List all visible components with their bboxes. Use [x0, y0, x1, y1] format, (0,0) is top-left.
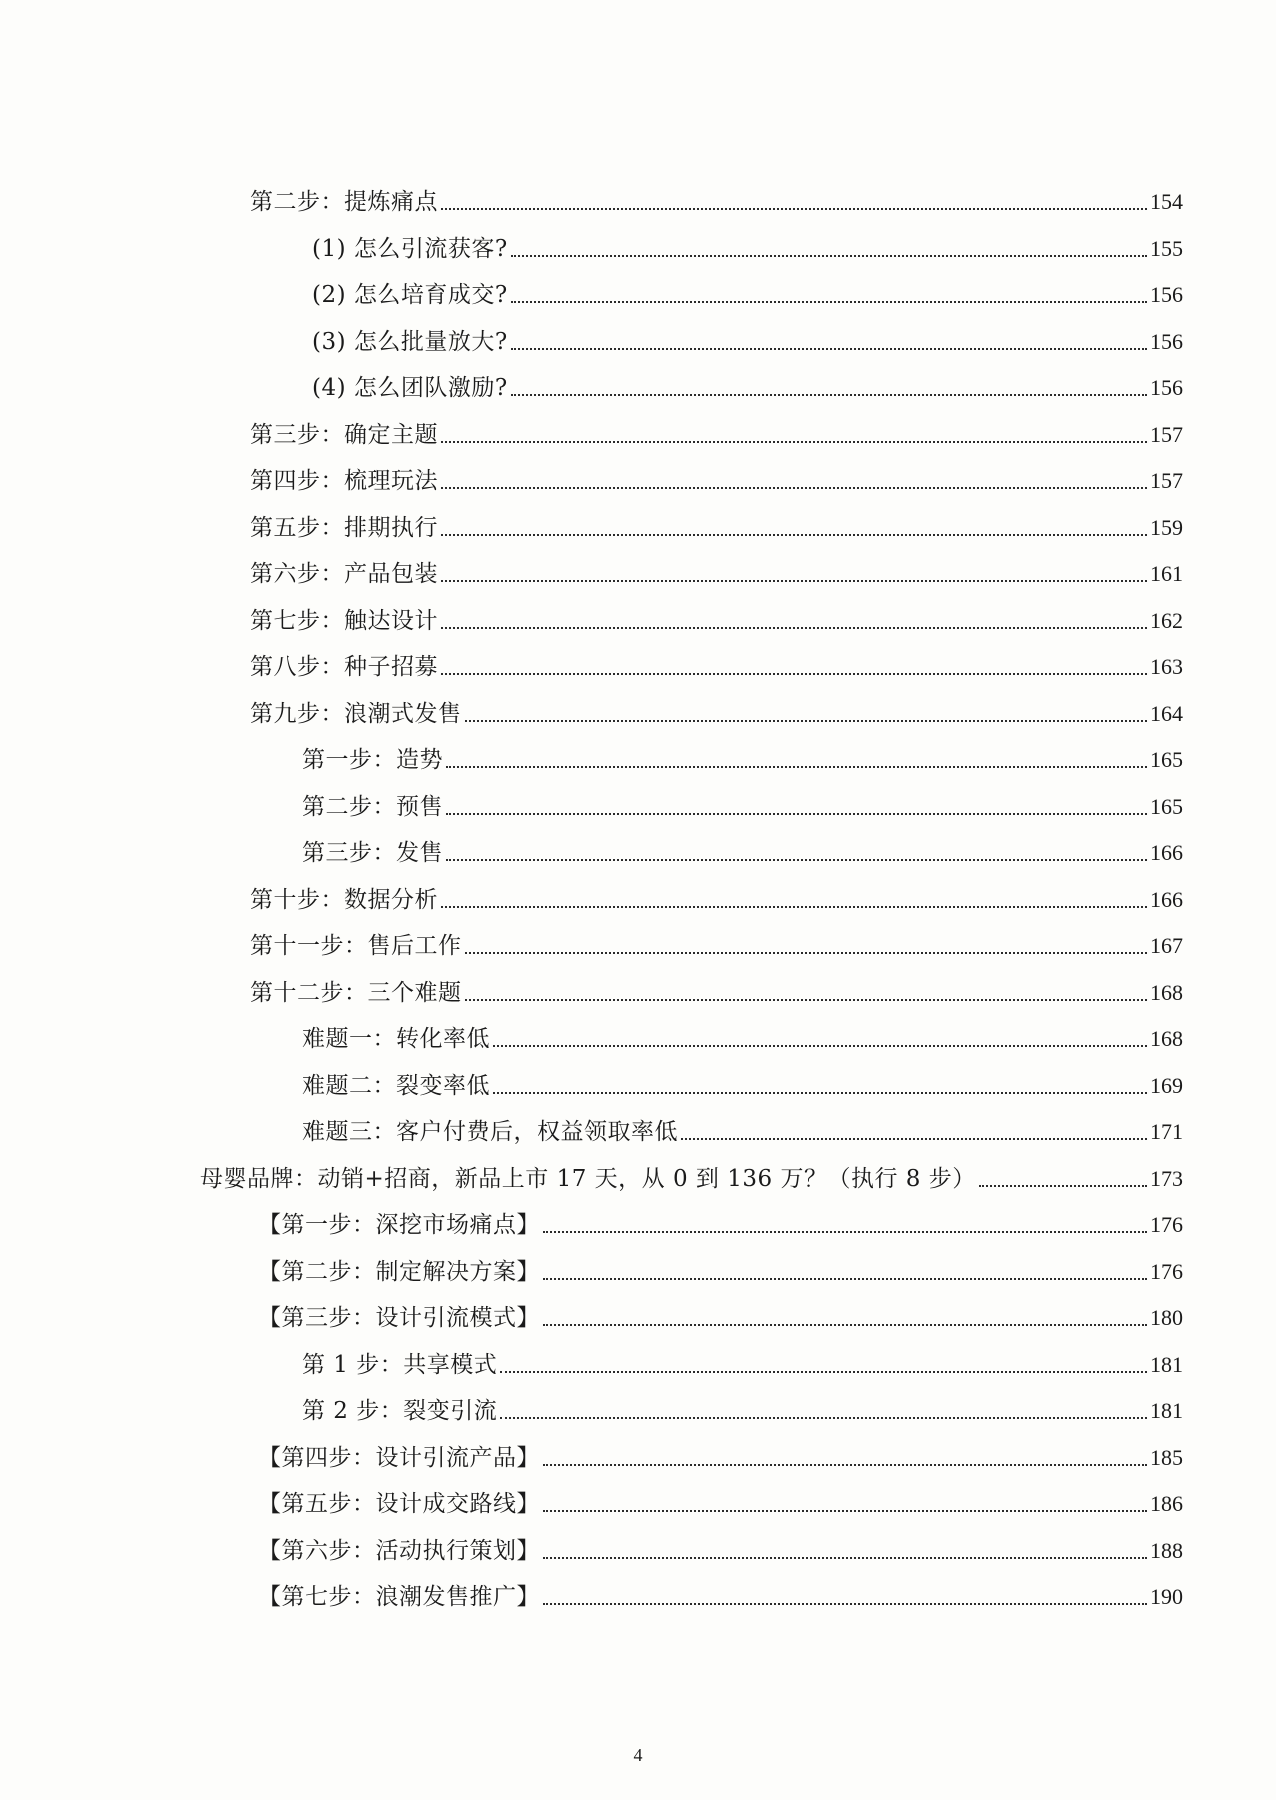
toc-entry [250, 178, 1183, 218]
toc-entry-title: 难题一：转化率低 [302, 1026, 490, 1052]
toc-entry-page: 157 [1150, 468, 1183, 493]
toc-leader-dots [681, 1137, 1147, 1140]
toc-entry-page: 156 [1150, 328, 1183, 354]
toc-entry [250, 922, 1183, 962]
toc-entry-title: 第八步：种子招募 [250, 654, 438, 680]
toc-entry-title: 【第二步：制定解决方案】 [258, 1258, 540, 1285]
toc-entry [302, 783, 1183, 823]
toc-entry-title: 第三步：确定主题 [250, 421, 438, 448]
toc-entry-page: 181 [1150, 1398, 1183, 1423]
toc-entry [200, 1155, 1183, 1195]
toc-entry-page: 181 [1150, 1351, 1183, 1377]
toc-leader-dots [543, 1230, 1147, 1233]
toc-entry [302, 829, 1183, 869]
toc-entry-title: 第 1 步：共享模式 [302, 1351, 498, 1378]
toc-entry [250, 969, 1183, 1009]
toc-entry [302, 1062, 1183, 1102]
toc-entry-page: 190 [1150, 1584, 1183, 1609]
toc-leader-dots [511, 393, 1147, 396]
toc-leader-dots [465, 719, 1148, 722]
page-number: 4 [633, 1745, 643, 1765]
toc-leader-dots [441, 579, 1147, 582]
toc-entry [258, 1434, 1183, 1474]
toc-entry [258, 1480, 1183, 1520]
toc-entry [250, 690, 1183, 730]
toc-entry-title: 第十二步：三个难题 [250, 979, 462, 1006]
toc-leader-dots [441, 626, 1147, 629]
toc-leader-dots [500, 1416, 1147, 1419]
toc-leader-dots [446, 858, 1147, 861]
toc-leader-dots [465, 998, 1148, 1001]
toc-entry-title: 难题二：裂变率低 [302, 1072, 490, 1099]
toc-entry-page: 166 [1150, 886, 1183, 912]
toc-entry [250, 457, 1183, 497]
toc-entry-page: 156 [1150, 282, 1183, 307]
toc-entry-page: 161 [1150, 561, 1183, 586]
toc-entry-page: 168 [1150, 979, 1183, 1005]
toc-entry [250, 504, 1183, 544]
toc-leader-dots [511, 254, 1147, 257]
toc-entry-title: 【第五步：设计成交路线】 [258, 1491, 540, 1517]
toc-entry-title: (2) 怎么培育成交? [312, 282, 508, 308]
toc-entry-title: 【第三步：设计引流模式】 [258, 1305, 540, 1331]
toc-entry-page: 173 [1150, 1165, 1183, 1191]
toc-entry-page: 176 [1150, 1212, 1183, 1237]
toc-entry [312, 225, 1183, 265]
toc-entry [302, 1341, 1183, 1381]
toc-entry [250, 597, 1183, 637]
toc-leader-dots [543, 1509, 1147, 1512]
toc-leader-dots [441, 440, 1147, 443]
toc-entry-page: 165 [1150, 747, 1183, 772]
toc-entry-page: 180 [1150, 1305, 1183, 1330]
toc-entry-title: 第十一步：售后工作 [250, 933, 462, 959]
toc-leader-dots [493, 1044, 1147, 1047]
toc-entry-page: 166 [1150, 840, 1183, 865]
toc-entry [250, 411, 1183, 451]
toc-entry-title: (4) 怎么团队激励? [312, 375, 508, 401]
toc-entry-title: 第一步：造势 [302, 747, 443, 773]
toc-leader-dots [441, 533, 1147, 536]
toc-entry-page: 176 [1150, 1258, 1183, 1284]
toc-leader-dots [446, 765, 1147, 768]
toc-entry [312, 318, 1183, 358]
toc-entry-page: 155 [1150, 235, 1183, 261]
toc-leader-dots [543, 1323, 1147, 1326]
toc-entry-title: (1) 怎么引流获客? [312, 235, 508, 262]
toc-entry-title: 第六步：产品包装 [250, 561, 438, 587]
toc-entry [302, 1108, 1183, 1148]
toc-entry-page: 154 [1150, 189, 1183, 214]
toc-leader-dots [511, 300, 1147, 303]
toc-entry-page: 159 [1150, 514, 1183, 540]
toc-entry-title: 难题三：客户付费后，权益领取率低 [302, 1119, 678, 1145]
toc-entry-title: 【第六步：活动执行策划】 [258, 1537, 540, 1564]
toc-leader-dots [543, 1463, 1147, 1466]
toc-entry-title: (3) 怎么批量放大? [312, 328, 508, 355]
toc-entry-page: 156 [1150, 375, 1183, 400]
toc-leader-dots [441, 486, 1147, 489]
toc-leader-dots [446, 812, 1147, 815]
toc-leader-dots [465, 951, 1148, 954]
toc-entry-title: 第十步：数据分析 [250, 886, 438, 913]
toc-entry-title: 第三步：发售 [302, 840, 443, 866]
toc-leader-dots [441, 905, 1147, 908]
toc-entry-title: 【第七步：浪潮发售推广】 [258, 1584, 540, 1610]
toc-entry [250, 643, 1183, 683]
toc-entry [258, 1201, 1183, 1241]
toc-entry-title: 第九步：浪潮式发售 [250, 700, 462, 727]
toc-entry-page: 171 [1150, 1119, 1183, 1144]
toc-entry [312, 271, 1183, 311]
toc-entry [302, 736, 1183, 776]
toc-entry-title: 【第一步：深挖市场痛点】 [258, 1212, 540, 1238]
toc-entry [302, 1387, 1183, 1427]
toc-entry [258, 1573, 1183, 1613]
toc-entry-title: 第七步：触达设计 [250, 607, 438, 634]
toc-leader-dots [543, 1277, 1147, 1280]
toc-entry-title: 第 2 步：裂变引流 [302, 1398, 498, 1424]
toc-entry-page: 185 [1150, 1444, 1183, 1470]
toc-leader-dots [493, 1091, 1147, 1094]
toc-leader-dots [441, 207, 1147, 210]
toc-entry-title: 【第四步：设计引流产品】 [258, 1444, 540, 1471]
toc-entry-page: 165 [1150, 793, 1183, 819]
toc-entry-page: 186 [1150, 1491, 1183, 1516]
toc-entry-page: 164 [1150, 700, 1183, 726]
toc-entry-title: 第五步：排期执行 [250, 514, 438, 541]
toc-entry-title: 第二步：预售 [302, 793, 443, 820]
toc-entry-page: 157 [1150, 421, 1183, 447]
toc-leader-dots [979, 1184, 1147, 1187]
toc-entry [312, 364, 1183, 404]
toc-entry-page: 169 [1150, 1072, 1183, 1098]
toc-leader-dots [500, 1370, 1147, 1373]
toc-entry [302, 1015, 1183, 1055]
toc-entry-page: 167 [1150, 933, 1183, 958]
toc-leader-dots [511, 347, 1147, 350]
toc-leader-dots [543, 1602, 1147, 1605]
toc-entry-page: 163 [1150, 654, 1183, 679]
toc-leader-dots [543, 1556, 1147, 1559]
toc-entry-title: 母婴品牌：动销+招商，新品上市 17 天，从 0 到 136 万？（执行 8 步） [200, 1165, 976, 1192]
toc-entry-page: 162 [1150, 607, 1183, 633]
toc-entry-page: 188 [1150, 1537, 1183, 1563]
toc-entry [258, 1248, 1183, 1288]
toc-entry [250, 550, 1183, 590]
toc-entry [258, 1294, 1183, 1334]
toc-entry [250, 876, 1183, 916]
toc-entry-page: 168 [1150, 1026, 1183, 1051]
toc-entry-title: 第四步：梳理玩法 [250, 468, 438, 494]
toc-entry [258, 1527, 1183, 1567]
toc-entry-title: 第二步：提炼痛点 [250, 189, 438, 215]
toc-leader-dots [441, 672, 1147, 675]
